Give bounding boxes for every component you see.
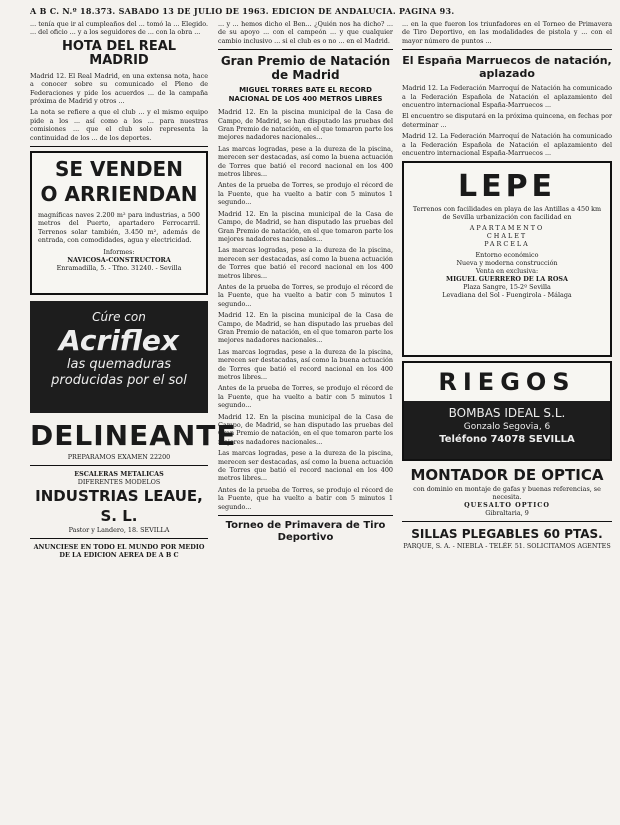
ad-heading: DELINEANTE <box>30 419 237 453</box>
ad-city: Gibraltaria, 9 <box>485 509 529 518</box>
article-paragraph: El encuentro se disputará en la próxima quincena, en fechas por determinar ... <box>402 112 612 129</box>
ad-company: INDUSTRIAS LEAUE, S. L. <box>35 487 203 526</box>
ad-line: Cúre con <box>92 310 146 325</box>
ad-line: Gonzalo Segovia, 6 <box>463 422 551 433</box>
ad-line: PARCELA <box>484 240 530 249</box>
ad-sub: PREPARAMOS EXAMEN 22200 <box>67 453 171 462</box>
footer-note: ANUNCIESE EN TODO EL MUNDO POR MEDIO DE LA EDICION AEREA DE A B C <box>33 543 205 560</box>
ad-line: producidas por el sol <box>51 373 187 389</box>
ad-sillas <box>402 526 612 550</box>
article-paragraph: Las marcas logradas, pese a la dureza de la piscina, merecen ser destacadas, así como la buena actuación de Torres que batió el record nacional en los 400 metros libres... <box>218 246 393 280</box>
article-title-torneo: Torneo de Primavera de Tiro Deportivo <box>225 520 386 544</box>
ad-address: Enramadilla, 5. - Tfno. 31240. - Sevilla <box>56 263 182 272</box>
ad-se-venden <box>30 151 208 295</box>
ad-text: con dominio en montaje de gafas y buenas referencias, se necesita. <box>413 485 601 502</box>
page-header: A B C. N.º 18.373. SABADO 13 DE JULIO DE 1963. EDICION DE ANDALUCIA. PAGINA 93. <box>30 6 455 16</box>
ad-line: BOMBAS IDEAL S.L. <box>448 406 566 421</box>
ad-heading: SILLAS PLEGABLES 60 PTAS. <box>411 527 603 542</box>
article-paragraph: Madrid 12. En la piscina municipal de la Casa de Campo, de Madrid, se han disputado las pruebas del Gran Premio de natación, en el que tomaron parte los mejores nadadores nacionales... <box>218 108 393 142</box>
ad-line: Venta en exclusiva: <box>475 267 539 276</box>
ad-text: magníficas naves 2.200 m² para industrias, a 500 metros del Puerto, apartadero Ferrocarril. Terrenos solar también, 3.450 m², además de entrada, con comodidades, agua y electricidad. <box>38 211 200 245</box>
article-paragraph: Madrid 12. En la piscina municipal de la Casa de Campo, de Madrid, se han disputado las pruebas del Gran Premio de natación, en el que tomaron parte los mejores nadadores nacionales... <box>218 209 393 243</box>
column-left <box>30 20 237 560</box>
divider <box>402 521 612 522</box>
divider <box>402 49 612 50</box>
article-title-real-madrid: HOTA DEL REAL MADRID <box>61 38 177 68</box>
article-paragraph: Madrid 12. En la piscina municipal de la Casa de Campo, de Madrid, se han disputado las pruebas del Gran Premio de natación, en el que tomaron parte los mejores nadadores nacionales... <box>218 412 393 446</box>
ad-line: Nueva y moderna construcción <box>456 259 558 268</box>
article-paragraph: Antes de la prueba de Torres, se produjo el récord de la Fuente, que ha vuelto a batir con 5 minutos 1 segundo... <box>218 485 393 511</box>
ad-optica <box>402 465 612 517</box>
ad-delineante <box>30 419 237 462</box>
article-paragraph: Madrid 12. La Federación Marroquí de Natación ha comunicado a la Federación Española de Natación el aplazamiento del encuentro internacional España-Marruecos ... <box>402 84 612 110</box>
ad-acriflex <box>30 301 208 413</box>
ad-address: Pastor y Landero, 18. SEVILLA <box>68 526 170 535</box>
divider <box>30 146 208 147</box>
ad-line: ESCALERAS METALICAS <box>74 470 164 479</box>
column-middle <box>218 20 393 548</box>
ad-escaleras <box>30 470 208 534</box>
article-paragraph: Las marcas logradas, pese a la dureza de la piscina, merecen ser destacadas, así como la buena actuación de Torres que batió el record nacional en los 400 metros libres... <box>218 144 393 179</box>
column-right <box>402 20 612 550</box>
ad-heading: MONTADOR DE OPTICA <box>410 466 604 485</box>
article-title-espana-marruecos: El España Marruecos de natación, aplazado <box>402 54 612 81</box>
article-subtitle: MIGUEL TORRES BATE EL RECORD NACIONAL DE LOS 400 METROS LIBRES <box>228 86 383 104</box>
ad-line: las quemaduras <box>66 357 172 373</box>
ad-dark-band <box>404 401 610 459</box>
article-title-natacion: Gran Premio de Natación de Madrid <box>220 54 391 83</box>
article-paragraph: Las marcas logradas, pese a la dureza de la piscina, merecen ser destacadas, así como la buena actuación de Torres que batió el record nacional en los 400 metros libres... <box>218 347 393 381</box>
article-paragraph: Madrid 12. La Federación Marroquí de Natación ha comunicado a la Federación Española de Natación el aplazamiento del encuentro internacional España-Marruecos ... <box>402 132 612 158</box>
article-paragraph: Madrid 12. En la piscina municipal de la Casa de Campo, de Madrid, se han disputado las pruebas del Gran Premio de natación, en el que tomaron parte los mejores nadadores nacionales... <box>218 311 393 345</box>
ad-line: MIGUEL GUERRERO DE LA ROSA <box>446 275 568 284</box>
ad-riegos <box>402 361 612 461</box>
ad-line: Plaza Sangre, 15-2º Sevilla <box>463 283 551 292</box>
ad-line: Teléfono 74078 SEVILLA <box>439 434 575 446</box>
article-paragraph: Madrid 12. El Real Madrid, en una extensa nota, hace a conocer sobre su comunicado el Pleno de Federaciones y pide los acuerdos ... de la campaña próxima de Madrid y otros ... <box>30 71 208 106</box>
ad-heading: LEPE <box>457 169 557 205</box>
article-fragment: ... en la que fueron los triunfadores en el Torneo de Primavera de Tiro Deportivo, en las modalidades de pistola y ... con el mayor número de puntos ... <box>402 20 612 45</box>
ad-company: NAVICOSA-CONSTRUCTORA <box>67 255 171 264</box>
divider <box>218 515 393 516</box>
article-paragraph: Las marcas logradas, pese a la dureza de la piscina, merecen ser destacadas, así como la buena actuación de Torres que batió el record nacional en los 400 metros libres... <box>218 449 393 483</box>
article-paragraph: La nota se refiere a que el club ... y el mismo equipo pide a los ... así como a los ... para nuestras comisiones ... que el club solo representa la continuidad de los ... de los deportes. <box>30 108 208 142</box>
ad-brand: Acriflex <box>59 324 179 358</box>
ad-line: Levadiana del Sol - Fuengirola - Málaga <box>442 291 572 300</box>
ad-lepe <box>402 161 612 357</box>
ad-line: DIFERENTES MODELOS <box>77 478 161 487</box>
ad-line: APARTAMENTO <box>469 224 545 233</box>
ad-heading: RIEGOS <box>438 368 576 397</box>
divider <box>30 538 208 539</box>
ad-heading: SE VENDEN <box>55 157 183 182</box>
ad-company: QUESALTO OPTICO <box>464 501 550 510</box>
ad-heading: O ARRIENDAN <box>40 182 198 207</box>
article-paragraph: Antes de la prueba de Torres, se produjo el récord de la Fuente, que ha vuelto a batir con 5 minutos 1 segundo... <box>218 181 393 207</box>
article-paragraph: Antes de la prueba de Torres, se produjo el récord de la Fuente, que ha vuelto a batir con 5 minutos 1 segundo... <box>218 282 393 308</box>
ad-informes: Informes: <box>103 247 135 256</box>
divider <box>30 465 208 466</box>
divider <box>218 49 393 50</box>
article-paragraph: Antes de la prueba de Torres, se produjo el récord de la Fuente, que ha vuelto a batir con 5 minutos 1 segundo... <box>218 384 393 410</box>
article-fragment: ... tenía que ir al cumpleaños del ... tomó la ... Elegido. ... del oficio ... y a los seguidores de ... con la obra ... <box>30 20 208 37</box>
ad-text: PARQUE, S. A. - NIEBLA - TELÉF. 51. SOLICITAMOS AGENTES <box>403 542 611 551</box>
ad-text: Terrenos con facilidades en playa de las Antillas a 450 km de Sevilla urbanización con facilidad en <box>412 205 602 222</box>
ad-line: Entorno económico <box>475 251 539 260</box>
ad-line: CHALET <box>486 232 528 241</box>
article-fragment: ... y ... hemos dicho el Ben... ¿Quién nos ha dicho? ... de su apoyo ... con el campeón ... y que cualquier cambio inclusivo ... si el club es o no ... en el Madrid. <box>218 20 393 45</box>
